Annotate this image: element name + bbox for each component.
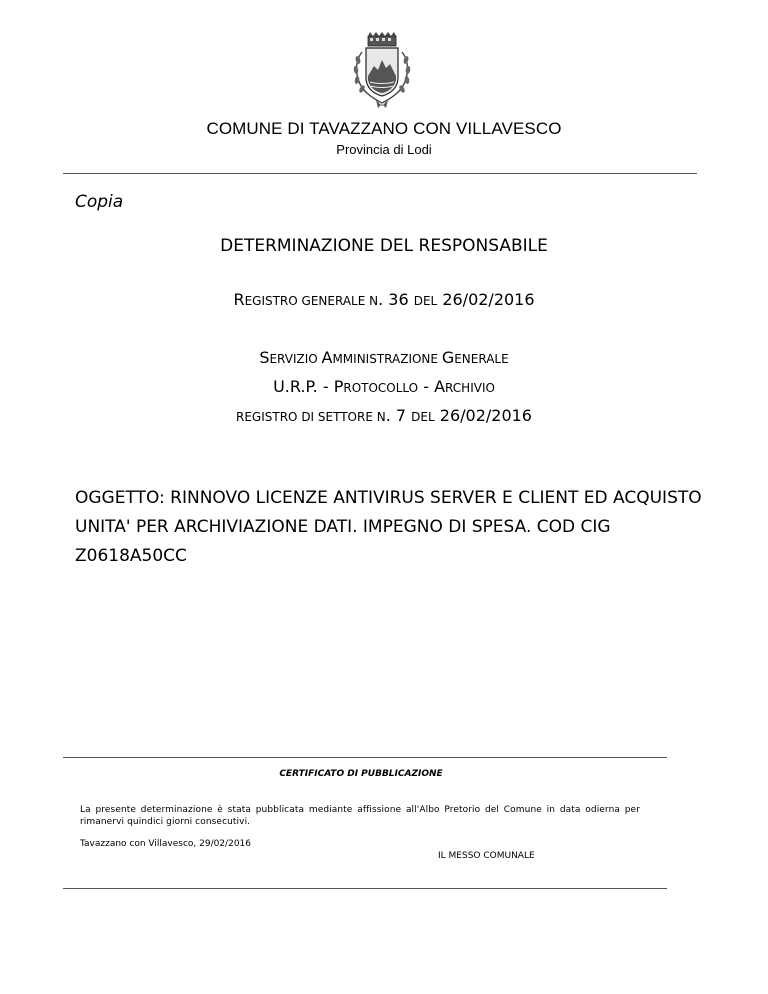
- service-initial-a: A: [321, 348, 333, 367]
- unit-initial-p: P: [333, 377, 344, 396]
- unit-prefix: U.R.P. -: [273, 377, 334, 396]
- certificate-place-date: Tavazzano con Villavesco, 29/02/2016: [80, 839, 251, 849]
- unit-line: [0, 377, 768, 396]
- general-register-line: [0, 290, 768, 309]
- certificate-top-divider: [63, 757, 667, 758]
- service-initial-g: G: [441, 348, 455, 367]
- certificate-bottom-divider: [63, 888, 667, 889]
- certificate-body: La presente determinazione è stata pubblicata mediante affissione all'Albo Pretorio del Comune in data odierna per rimanervi quindici giorni consecutivi.: [80, 805, 640, 827]
- header-divider: [63, 173, 697, 174]
- sector-register-date: 26/02/2016: [434, 406, 532, 425]
- service-word-3: ENERALE: [454, 352, 509, 366]
- unit-separator: -: [418, 377, 435, 396]
- service-initial-s: S: [259, 348, 270, 367]
- service-word-2: MMINISTRAZIONE: [332, 352, 442, 366]
- sector-register-number: . 7: [385, 406, 412, 425]
- unit-initial-a: A: [434, 377, 446, 396]
- sector-register-line: [0, 406, 768, 425]
- unit-word-protocollo: ROTOCOLLO: [343, 381, 419, 395]
- document-subject: OGGETTO: RINNOVO LICENZE ANTIVIRUS SERVER E CLIENT ED ACQUISTO UNITA' PER ARCHIVIAZIONE DATI. IMPEGNO DI SPESA. COD CIG Z0618A50CC: [75, 488, 702, 566]
- municipal-crest: [346, 30, 418, 110]
- general-register-del: DEL: [413, 294, 438, 308]
- service-word-1: ERVIZIO: [269, 352, 322, 366]
- general-register-number: . 36: [378, 290, 414, 309]
- service-line: [0, 348, 768, 367]
- copy-label: Copia: [75, 192, 124, 212]
- municipality-name: COMUNE DI TAVAZZANO CON VILLAVESCO: [206, 119, 562, 138]
- general-register-initial: R: [233, 290, 245, 309]
- unit-word-archivio: RCHIVIO: [445, 381, 495, 395]
- sector-register-del: DEL: [411, 410, 435, 424]
- certificate-title: CERTIFICATO DI PUBBLICAZIONE: [279, 769, 443, 779]
- province-name: Provincia di Lodi: [336, 142, 432, 157]
- sector-register-label: REGISTRO DI SETTORE N: [236, 410, 386, 424]
- certificate-signer: IL MESSO COMUNALE: [438, 851, 535, 861]
- general-register-label: EGISTRO GENERALE N: [244, 294, 379, 308]
- general-register-date: 26/02/2016: [437, 290, 535, 309]
- document-title: DETERMINAZIONE DEL RESPONSABILE: [220, 236, 548, 256]
